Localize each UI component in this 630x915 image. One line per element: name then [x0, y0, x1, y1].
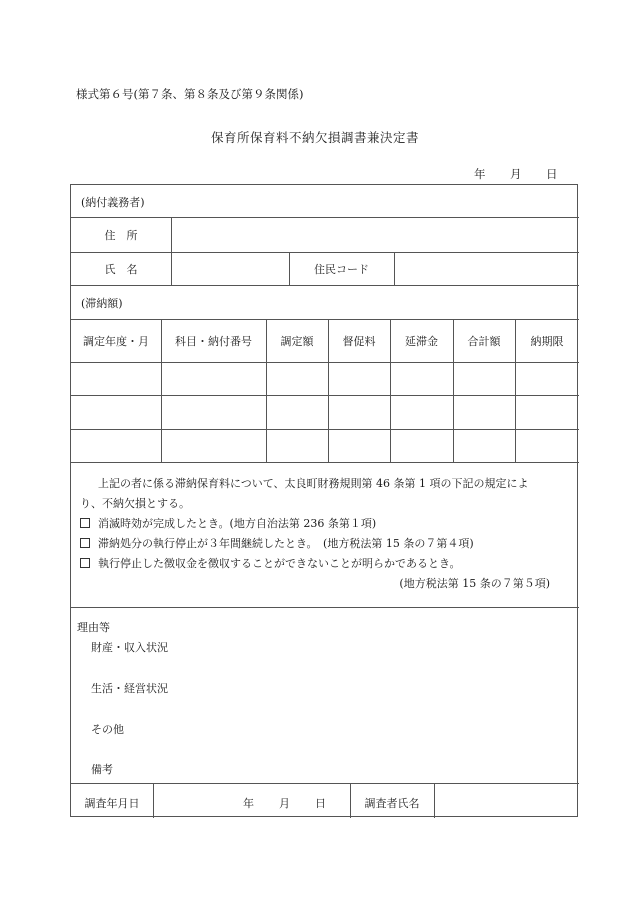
surveyor-label: 調査者氏名: [364, 797, 420, 810]
option3-citation: (地方税法第 15 条の７第５項): [399, 577, 550, 590]
reasons-label: 理由等: [77, 621, 110, 634]
reason-living-business: 生活・経営状況: [91, 682, 168, 695]
column-header: 督促料: [342, 335, 376, 348]
date-year-label: 年: [474, 167, 486, 181]
write-off-statement: [80, 474, 570, 594]
option-suspension-three-years: 滞納処分の執行停止が３年間継続したとき。 (地方税法第 15 条の７第４項): [80, 534, 570, 554]
survey-day-label: 日: [315, 797, 326, 810]
survey-date-label: 調査年月日: [84, 797, 140, 810]
column-header: 納期限: [530, 335, 564, 348]
checkbox-icon[interactable]: [80, 518, 90, 528]
survey-month-label: 月: [279, 797, 290, 810]
column-header: 調定額: [280, 335, 314, 348]
column-header: 科目・納付番号: [175, 335, 252, 348]
option-uncollectible: 執行停止した徴収金を徴収することができないことが明らかであるとき。: [80, 554, 570, 574]
obligor-section-label: (納付義務者): [81, 196, 145, 209]
column-header: 合計額: [467, 335, 501, 348]
document-title: 保育所保育料不納欠損調書兼決定書: [210, 130, 419, 145]
address-label: 住 所: [104, 229, 138, 242]
table-row[interactable]: [71, 396, 579, 429]
date-month-label: 月: [510, 167, 522, 181]
column-header: 延滞金: [405, 335, 438, 348]
arrears-section-label: (滞納額): [81, 297, 123, 310]
reason-assets-income: 財産・収入状況: [91, 641, 168, 654]
column-header: 調定年度・月: [83, 335, 149, 348]
name-label: 氏 名: [104, 263, 138, 276]
table-row[interactable]: [71, 430, 579, 462]
reason-other: その他: [91, 723, 124, 736]
option-statute-of-limitations: 消滅時効が完成したとき。(地方自治法第 236 条第１項): [80, 514, 570, 534]
statement-line2: り、不納欠損とする。: [80, 497, 190, 510]
checkbox-icon[interactable]: [80, 538, 90, 548]
date-day-label: 日: [546, 167, 558, 181]
reason-remarks: 備考: [91, 763, 113, 776]
resident-code-label: 住民コード: [314, 263, 369, 276]
table-row[interactable]: [71, 363, 579, 395]
checkbox-icon[interactable]: [80, 558, 90, 568]
survey-year-label: 年: [243, 797, 254, 810]
statement-line1: 上記の者に係る滞納保育料について、太良町財務規則第 46 条第 1 項の下記の規定によ: [98, 477, 529, 490]
form-number: 様式第６号(第７条、第８条及び第９条関係): [76, 87, 304, 101]
